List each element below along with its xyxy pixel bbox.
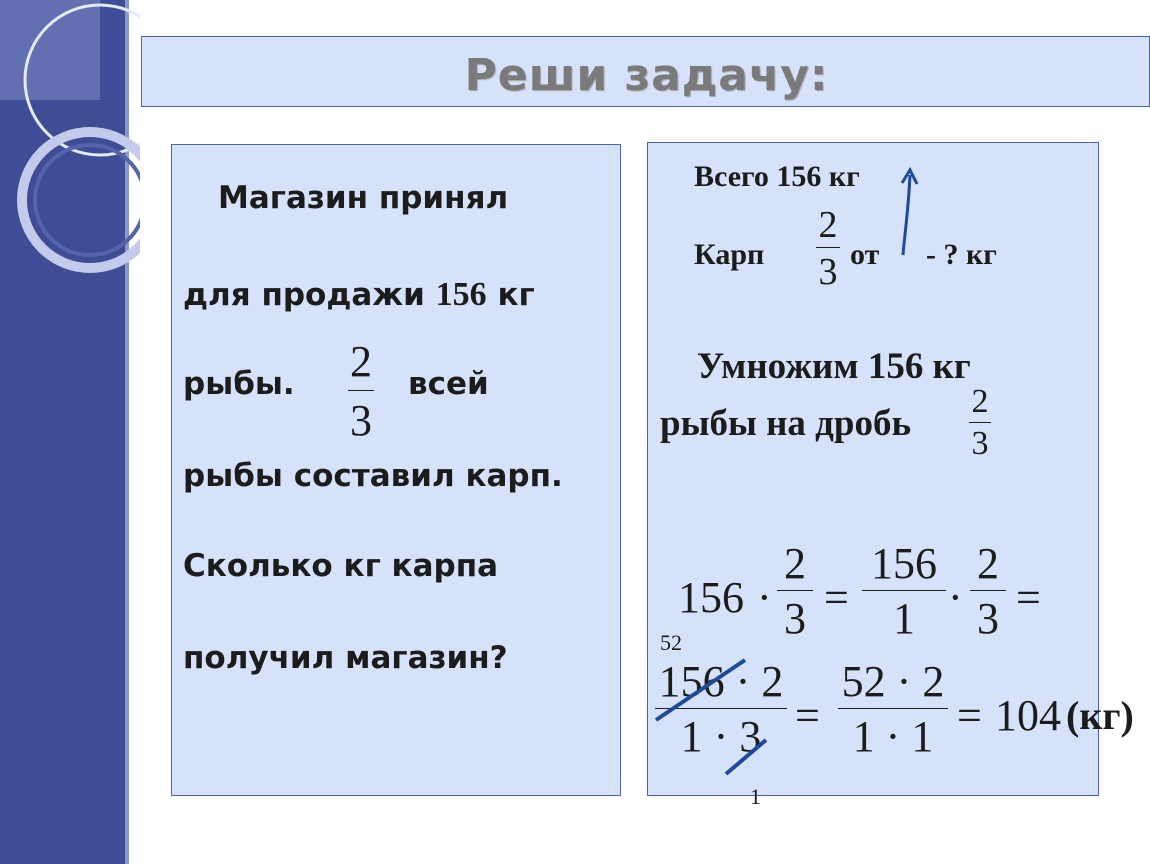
cancel-result-top: 52 <box>660 630 682 655</box>
calc-eq-1: = <box>824 573 849 622</box>
strike-3-icon <box>726 740 766 774</box>
calc-result: 104 <box>995 691 1061 740</box>
calc-fraction-5: 52 · 2 1 · 1 <box>838 660 948 759</box>
problem-fraction: 2 3 <box>350 337 372 445</box>
calc-eq-4: = <box>957 691 982 740</box>
solution-multiply-fraction: 2 3 <box>963 385 997 461</box>
problem-line-4: рыбы составил карп. <box>183 458 563 494</box>
calc-unit: (кг) <box>1066 693 1134 738</box>
calc-dot-2: · <box>948 573 963 622</box>
problem-number: 156 <box>435 276 487 313</box>
arrow-icon <box>903 175 910 255</box>
problem-line-3b: всей <box>408 366 489 402</box>
problem-line-6: получил магазин? <box>183 640 508 676</box>
solution-carp-label: Карп <box>694 238 765 271</box>
strike-156-icon <box>656 660 745 720</box>
solution-carp-question: - ? кг <box>926 238 997 271</box>
solution-multiply-line-1: Умножим 156 кг <box>697 346 971 387</box>
calc-fraction-1: 2 3 <box>773 542 817 641</box>
solution-total: Всего 156 кг <box>694 160 860 193</box>
problem-line-3a: рыбы. <box>183 366 295 402</box>
page-title: Реши задачу: <box>464 50 829 101</box>
calc-156: 156 <box>678 573 744 622</box>
solution-carp-fraction: 2 3 <box>810 206 846 291</box>
problem-line-2: для продажи 156 кг <box>183 276 535 313</box>
solution-carp-of: от <box>850 238 880 271</box>
solution-multiply-line-2: рыбы на дробь <box>660 403 912 444</box>
calc-eq-2: = <box>1016 573 1041 622</box>
calc-eq-3: = <box>795 691 820 740</box>
cancel-result-bottom: 1 <box>750 784 761 809</box>
calc-fraction-4: 156 · 2 1 · 3 <box>655 660 787 759</box>
problem-line-1: Магазин принял <box>218 180 509 216</box>
calc-fraction-2: 156 1 <box>862 542 946 641</box>
problem-line-5: Сколько кг карпа <box>183 548 499 584</box>
calc-dot-1: · <box>757 573 772 622</box>
calc-fraction-3: 2 3 <box>966 542 1010 641</box>
